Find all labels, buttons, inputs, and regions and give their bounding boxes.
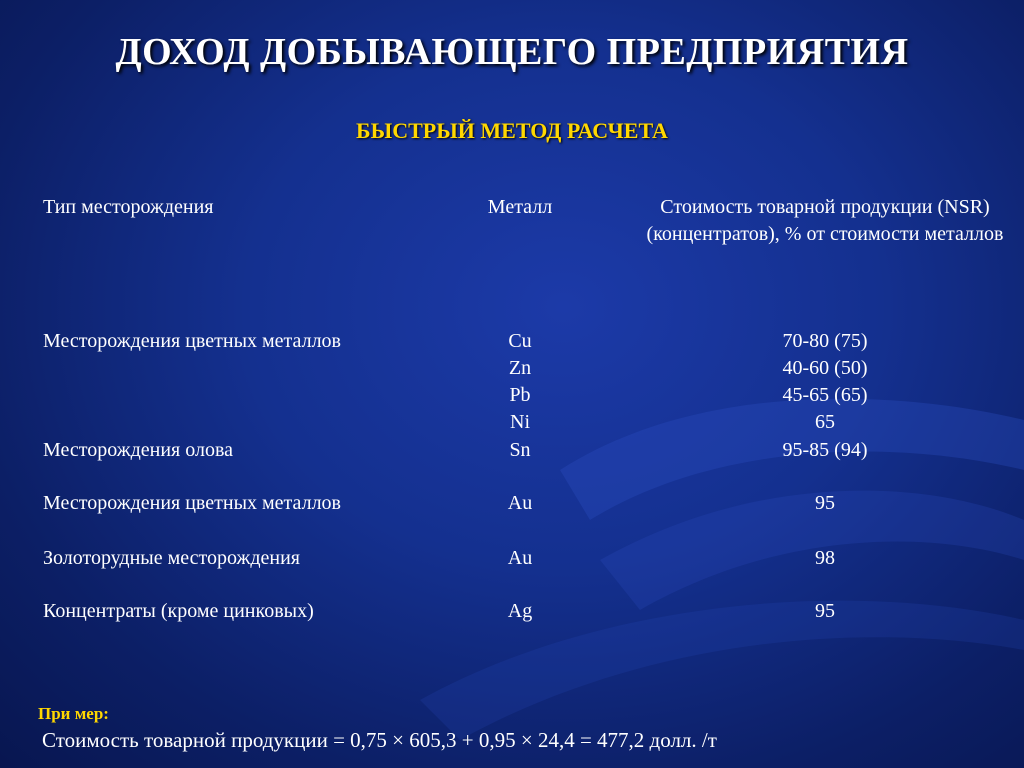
header-metal: Металл [487, 196, 553, 218]
page-title: ДОХОД ДОБЫВАЮЩЕГО ПРЕДПРИЯТИЯ [115, 31, 909, 73]
table-row-metal: Sn [509, 439, 531, 461]
table-row-value: 95-85 (94) [782, 439, 868, 461]
table-row-value: 95 [815, 492, 835, 514]
table-row-metal: Cu [508, 330, 532, 352]
table-row-value: 70-80 (75) [782, 330, 868, 352]
page-subtitle: БЫСТРЫЙ МЕТОД РАСЧЕТА [356, 118, 668, 143]
table-row-type: Месторождения цветных металлов [43, 330, 341, 352]
table-row-metal: Ni [510, 411, 530, 433]
header-nsr: Стоимость товарной продукции (NSR) (концентратов), % от стоимости металлов [646, 196, 1004, 245]
example-label: При мер: [38, 704, 109, 723]
table-row-metal: Zn [508, 357, 532, 379]
table-row-value: 98 [815, 547, 835, 569]
table-row-metal: Ag [507, 600, 533, 622]
table-row-value: 40-60 (50) [782, 357, 868, 379]
table-row-type: Месторождения цветных металлов [43, 492, 341, 514]
header-deposit-type: Тип месторождения [43, 196, 214, 218]
table-row-value: 95 [815, 600, 835, 622]
table-row-metal: Au [507, 492, 533, 514]
table-row-value: 65 [815, 411, 835, 433]
table-row-type: Месторождения олова [43, 439, 233, 461]
example-formula: Стоимость товарной продукции = 0,75 × 605,3 + 0,95 × 24,4 = 477,2 долл. /т [42, 728, 717, 752]
table-row-metal: Pb [509, 384, 531, 406]
table-row-type: Концентраты (кроме цинковых) [43, 600, 314, 622]
table-row-metal: Au [507, 547, 533, 569]
table-row-value: 45-65 (65) [782, 384, 868, 406]
table-row-type: Золоторудные месторождения [43, 547, 300, 569]
